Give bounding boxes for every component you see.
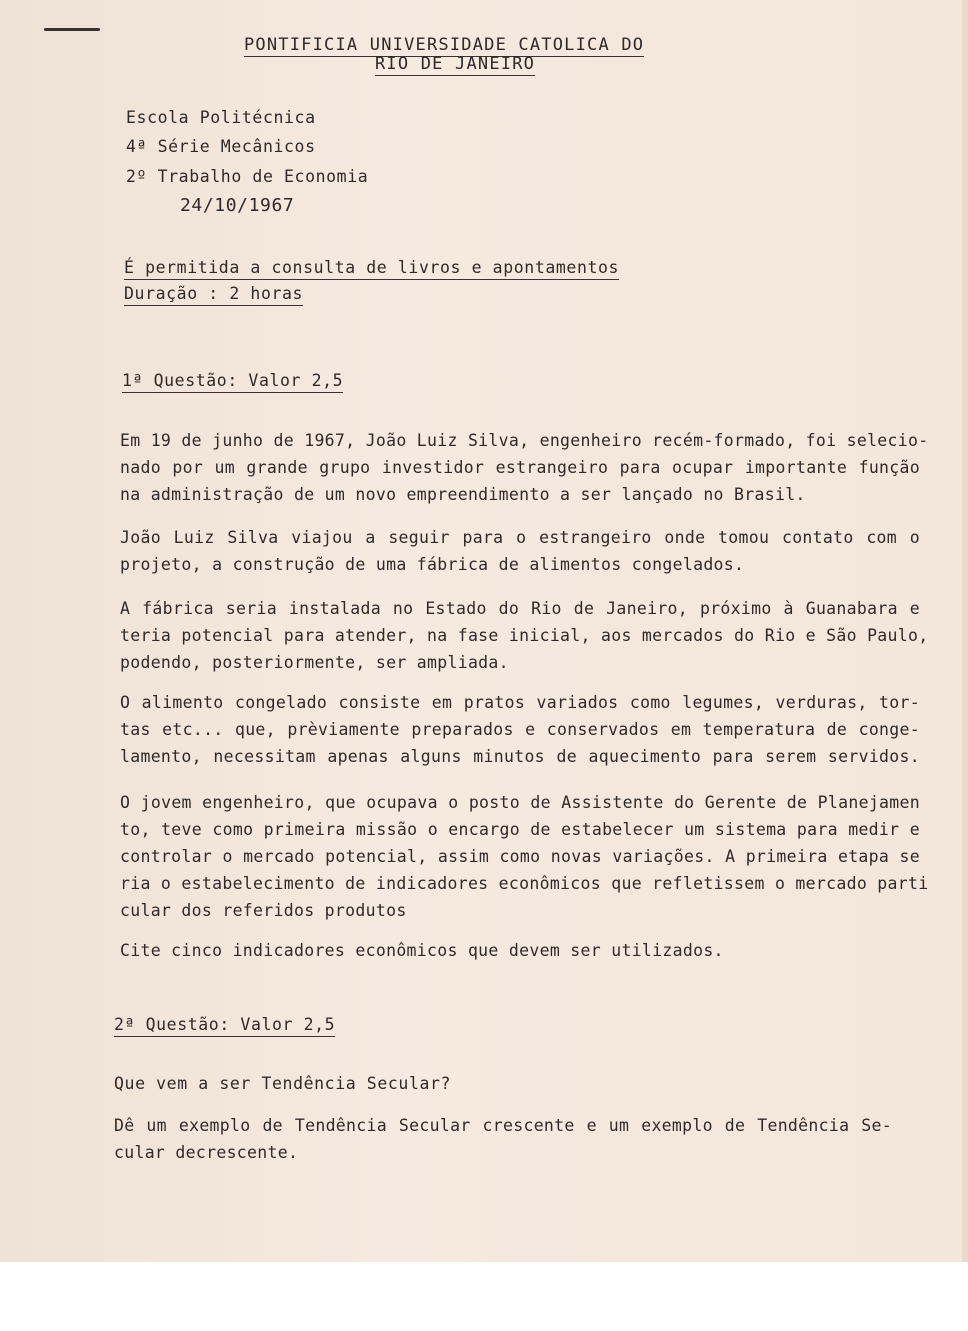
question1-paragraph	[120, 524, 920, 578]
university-name-line1: PONTIFICIA UNIVERSIDADE CATOLICA DO	[244, 35, 645, 55]
text-line: cular decrescente.	[114, 1143, 299, 1162]
assignment-date: 24/10/1967	[180, 195, 295, 216]
text-line: Cite cinco indicadores econômicos que devem ser utilizados.	[120, 941, 724, 960]
question2-line: Que vem a ser Tendência Secular?	[114, 1074, 452, 1093]
text-line: O jovem engenheiro, que ocupava o posto de Assistente do Gerente de Planejamen	[120, 793, 920, 812]
question1-paragraph	[120, 689, 920, 770]
paper-edge	[962, 0, 968, 1331]
text-line: João Luiz Silva viajou a seguir para o estrangeiro onde tomou contato com o	[120, 528, 920, 547]
text-line: to, teve como primeira missão o encargo de estabelecer um sistema para medir e	[120, 820, 920, 839]
university-name-line2: RIO DE JANEIRO	[375, 54, 536, 74]
text-line: A fábrica seria instalada no Estado do Rio de Janeiro, próximo à Guanabara e	[120, 599, 920, 618]
school-name: Escola Politécnica	[126, 108, 316, 127]
consult-note: É permitida a consulta de livros e apontamentos	[124, 258, 619, 280]
text-line: projeto, a construção de uma fábrica de alimentos congelados.	[120, 555, 745, 574]
text-line: nado por um grande grupo investidor estrangeiro para ocupar importante função	[120, 458, 920, 477]
course-series: 4ª Série Mecânicos	[126, 137, 316, 156]
question2-paragraph	[114, 1112, 892, 1166]
pen-mark	[44, 28, 100, 31]
text-line: tas etc... que, prèviamente preparados e conservados em temperatura de conge-	[120, 720, 920, 739]
text-line: Dê um exemplo de Tendência Secular crescente e um exemplo de Tendência Se-	[114, 1116, 892, 1135]
question1-paragraph	[120, 937, 724, 964]
duration-note: Duração : 2 horas	[124, 284, 303, 306]
text-line: O alimento congelado consiste em pratos variados como legumes, verduras, tor-	[120, 693, 920, 712]
text-line: na administração de um novo empreendimento a ser lançado no Brasil.	[120, 485, 806, 504]
scan-margin	[0, 1262, 968, 1331]
text-line: cular dos referidos produtos	[120, 901, 407, 920]
text-line: podendo, posteriormente, ser ampliada.	[120, 653, 509, 672]
question1-paragraph	[120, 595, 929, 676]
text-line: controlar o mercado potencial, assim como novas variações. A primeira etapa se	[120, 847, 920, 866]
text-line: Em 19 de junho de 1967, João Luiz Silva, engenheiro recém-formado, foi selecio-	[120, 431, 929, 450]
text-line: teria potencial para atender, na fase inicial, aos mercados do Rio e São Paulo,	[120, 626, 929, 645]
question1-title: 1ª Questão: Valor 2,5	[122, 371, 343, 393]
assignment-title: 2º Trabalho de Economia	[126, 167, 369, 186]
text-line: ria o estabelecimento de indicadores econômicos que refletissem o mercado parti	[120, 874, 929, 893]
question2-title: 2ª Questão: Valor 2,5	[114, 1015, 335, 1037]
question1-paragraph	[120, 789, 929, 924]
text-line: lamento, necessitam apenas alguns minutos de aquecimento para serem servidos.	[120, 747, 920, 766]
question1-paragraph	[120, 427, 929, 508]
